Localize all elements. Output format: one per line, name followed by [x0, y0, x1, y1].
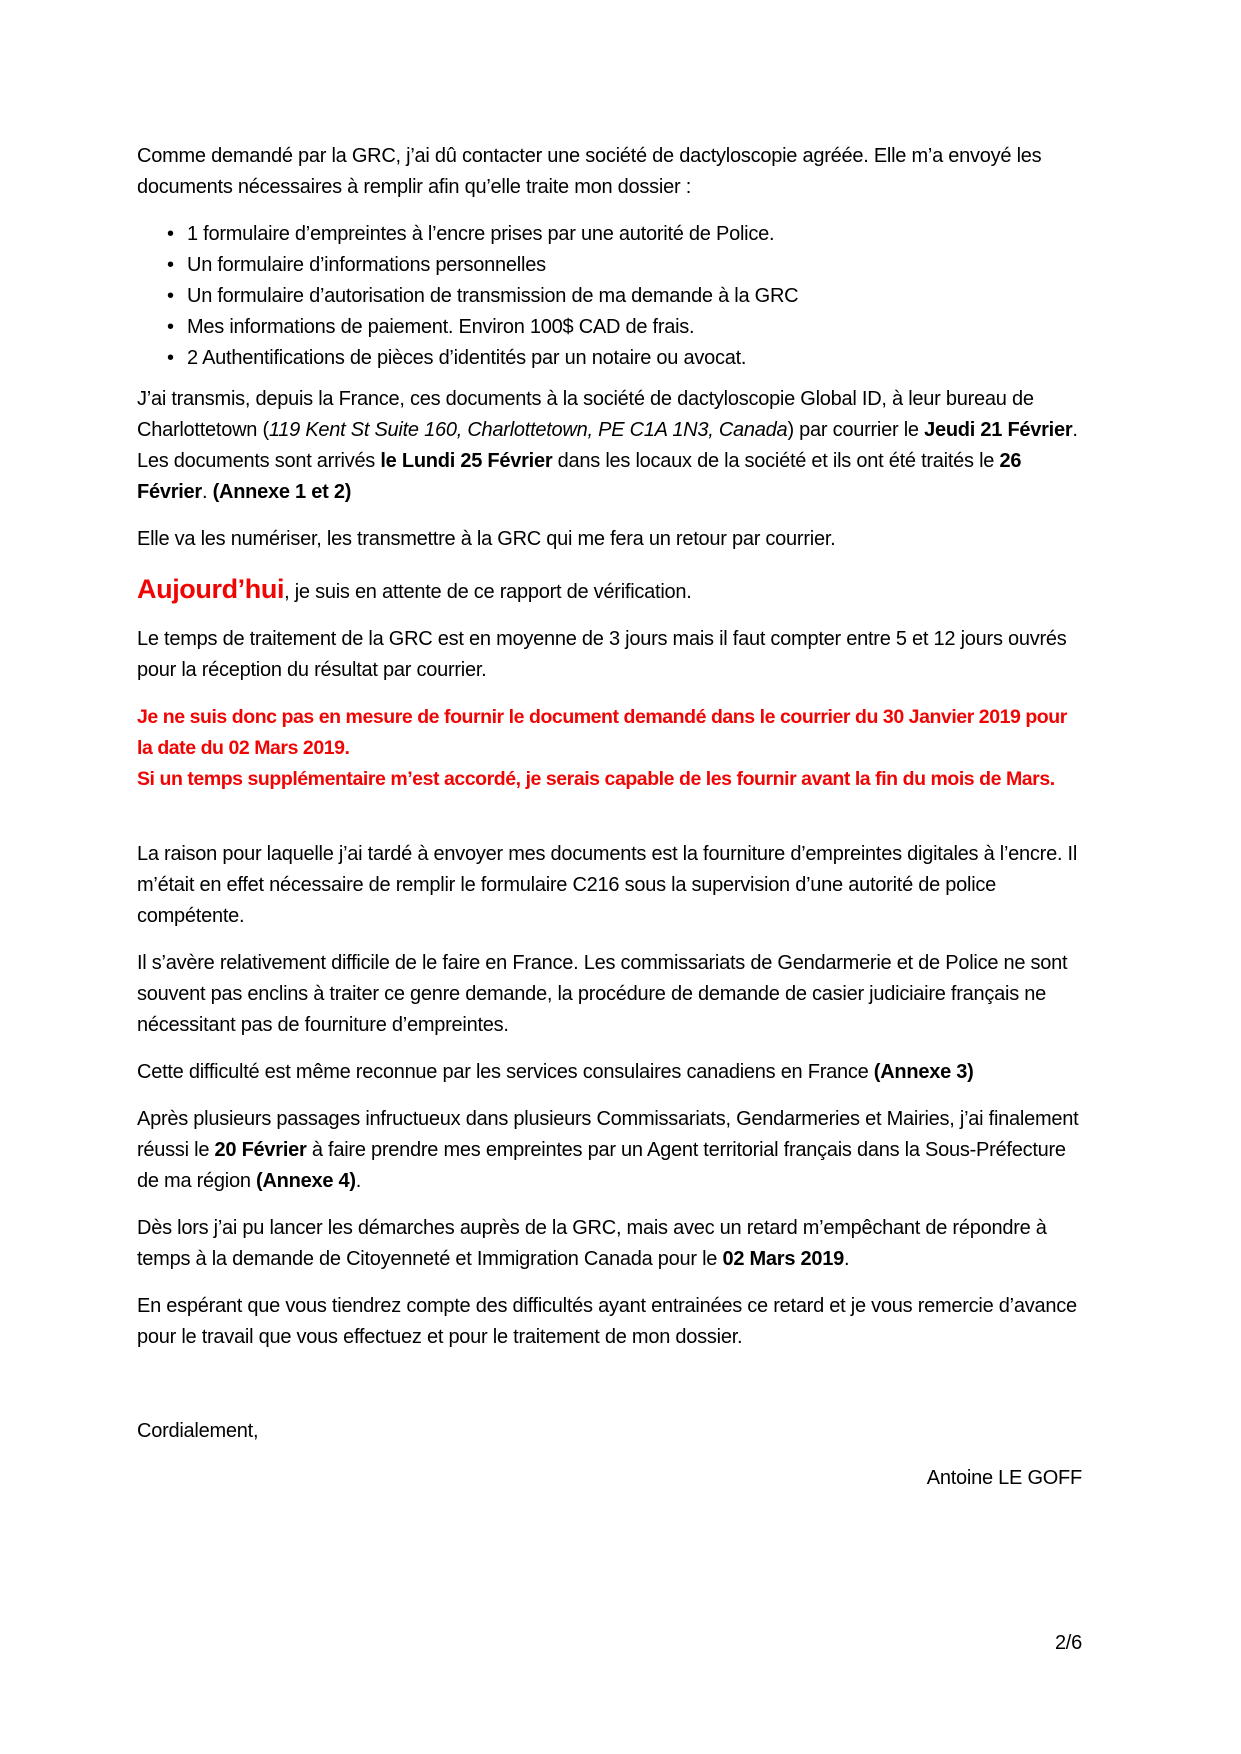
text-run: . — [355, 1170, 362, 1192]
france-difficulty-paragraph — [137, 948, 1082, 1041]
text-run: Un formulaire d’autorisation de transmission de ma demande à la GRC — [187, 285, 799, 307]
text-run: Après plusieurs passages infructueux dans plusieurs Commissariats, Gendarmeries et Mairies, j’ai finalement réussi le — [137, 1108, 1079, 1161]
list-item — [137, 343, 1082, 374]
text-run: J’ai transmis, depuis la France, ces documents à la société de dactyloscopie Global ID, à leur bureau de Charlottetown ( — [137, 388, 1034, 441]
text-run: . — [201, 481, 213, 503]
text-run: Mes informations de paiement. Environ 100$ CAD de frais. — [187, 316, 695, 338]
text-run: 26 Février — [137, 450, 1022, 503]
text-run: Le temps de traitement de la GRC est en moyenne de 3 jours mais il faut compter entre 5 et 12 jours ouvrés pour la réception du résultat par courrier. — [137, 628, 1067, 681]
signoff-paragraph — [137, 1416, 1082, 1447]
text-run: (Annexe 3) — [873, 1061, 974, 1083]
deadline-warning-paragraph — [137, 702, 1082, 795]
grc-delay-paragraph — [137, 1213, 1082, 1275]
text-run: Si un temps supplémentaire m’est accordé, je serais capable de les fournir avant la fin du mois de Mars. — [137, 768, 1055, 790]
text-run: En espérant que vous tiendrez compte des difficultés ayant entrainées ce retard et je vous remercie d’avance pour le travail que vous effectuez et pour le traitement de mon dossier. — [137, 1295, 1077, 1348]
text-run: (Annexe 4) — [256, 1170, 356, 1192]
text-run: 1 formulaire d’empreintes à l’encre prises par une autorité de Police. — [187, 223, 775, 245]
text-run: Comme demandé par la GRC, j’ai dû contacter une société de dactyloscopie agréée. Elle m’a envoyé les documents nécessaires à remplir afin qu’elle traite mon dossier : — [137, 145, 1042, 198]
text-run: ) par courrier le — [787, 419, 925, 441]
text-run: le Lundi 25 Février — [380, 450, 553, 472]
blank-line — [137, 1369, 1082, 1416]
text-run: La raison pour laquelle j’ai tardé à envoyer mes documents est la fourniture d’empreintes digitales à l’encre. Il m’était en effet nécessaire de remplir le formulaire C216 sous la supervision d’une autorité de police compétente. — [137, 843, 1078, 927]
text-run: Elle va les numériser, les transmettre à la GRC qui me fera un retour par courrier. — [137, 528, 836, 550]
text-run: dans les locaux de la société et ils ont été traités le — [552, 450, 1000, 472]
text-run: Je ne suis donc pas en mesure de fournir le document demandé dans le courrier du 30 Janvier 2019 pour la date du 02 Mars 2019. — [137, 706, 1067, 759]
list-item — [137, 219, 1082, 250]
text-run: 119 Kent St Suite 160, Charlottetown, PE C1A 1N3, Canada — [268, 419, 788, 441]
letter-body — [137, 141, 1082, 1510]
scan-forward-paragraph — [137, 524, 1082, 555]
signature-paragraph — [137, 1463, 1082, 1494]
required-documents-list — [137, 219, 1082, 374]
today-status-paragraph — [137, 571, 1082, 608]
consular-acknowledgement-paragraph — [137, 1057, 1082, 1088]
list-item — [137, 281, 1082, 312]
fingerprints-success-paragraph — [137, 1104, 1082, 1197]
text-run: , je suis en attente de ce rapport de vérification. — [284, 581, 692, 603]
text-run: 20 Février — [214, 1139, 307, 1161]
closing-thanks-paragraph — [137, 1291, 1082, 1353]
page-number: 2/6 — [1054, 1632, 1082, 1654]
text-run: 02 Mars 2019 — [722, 1248, 845, 1270]
transmission-paragraph — [137, 384, 1082, 508]
text-run: à faire prendre mes empreintes par un Agent territorial français dans la Sous-Préfecture de ma région — [137, 1139, 1066, 1192]
text-run: (Annexe 1 et 2) — [212, 481, 352, 503]
text-run: Dès lors j’ai pu lancer les démarches auprès de la GRC, mais avec un retard m’empêchant de répondre à temps à la demande de Citoyenneté et Immigration Canada pour le — [137, 1217, 1047, 1270]
text-run: Antoine LE GOFF — [926, 1467, 1082, 1489]
blank-line — [137, 811, 1082, 839]
processing-time-paragraph — [137, 624, 1082, 686]
text-run: 2 Authentifications de pièces d’identités par un notaire ou avocat. — [187, 347, 747, 369]
list-item — [137, 250, 1082, 281]
intro-paragraph — [137, 141, 1082, 203]
text-run: Il s’avère relativement difficile de le faire en France. Les commissariats de Gendarmerie et de Police ne sont souvent pas enclins à traiter ce genre demande, la procédure de demande de casier judiciaire français ne nécessitant pas de fourniture d’empreintes. — [137, 952, 1068, 1036]
text-run: Jeudi 21 Février — [924, 419, 1073, 441]
text-run: Aujourd’hui — [137, 574, 285, 604]
text-run: . — [844, 1248, 850, 1270]
text-run: Cordialement, — [137, 1420, 259, 1442]
list-item — [137, 312, 1082, 343]
text-run: Cette difficulté est même reconnue par les services consulaires canadiens en France — [137, 1061, 874, 1083]
delay-reason-paragraph — [137, 839, 1082, 932]
text-run: . Les documents sont arrivés — [137, 419, 1078, 472]
text-run: Un formulaire d’informations personnelles — [187, 254, 546, 276]
